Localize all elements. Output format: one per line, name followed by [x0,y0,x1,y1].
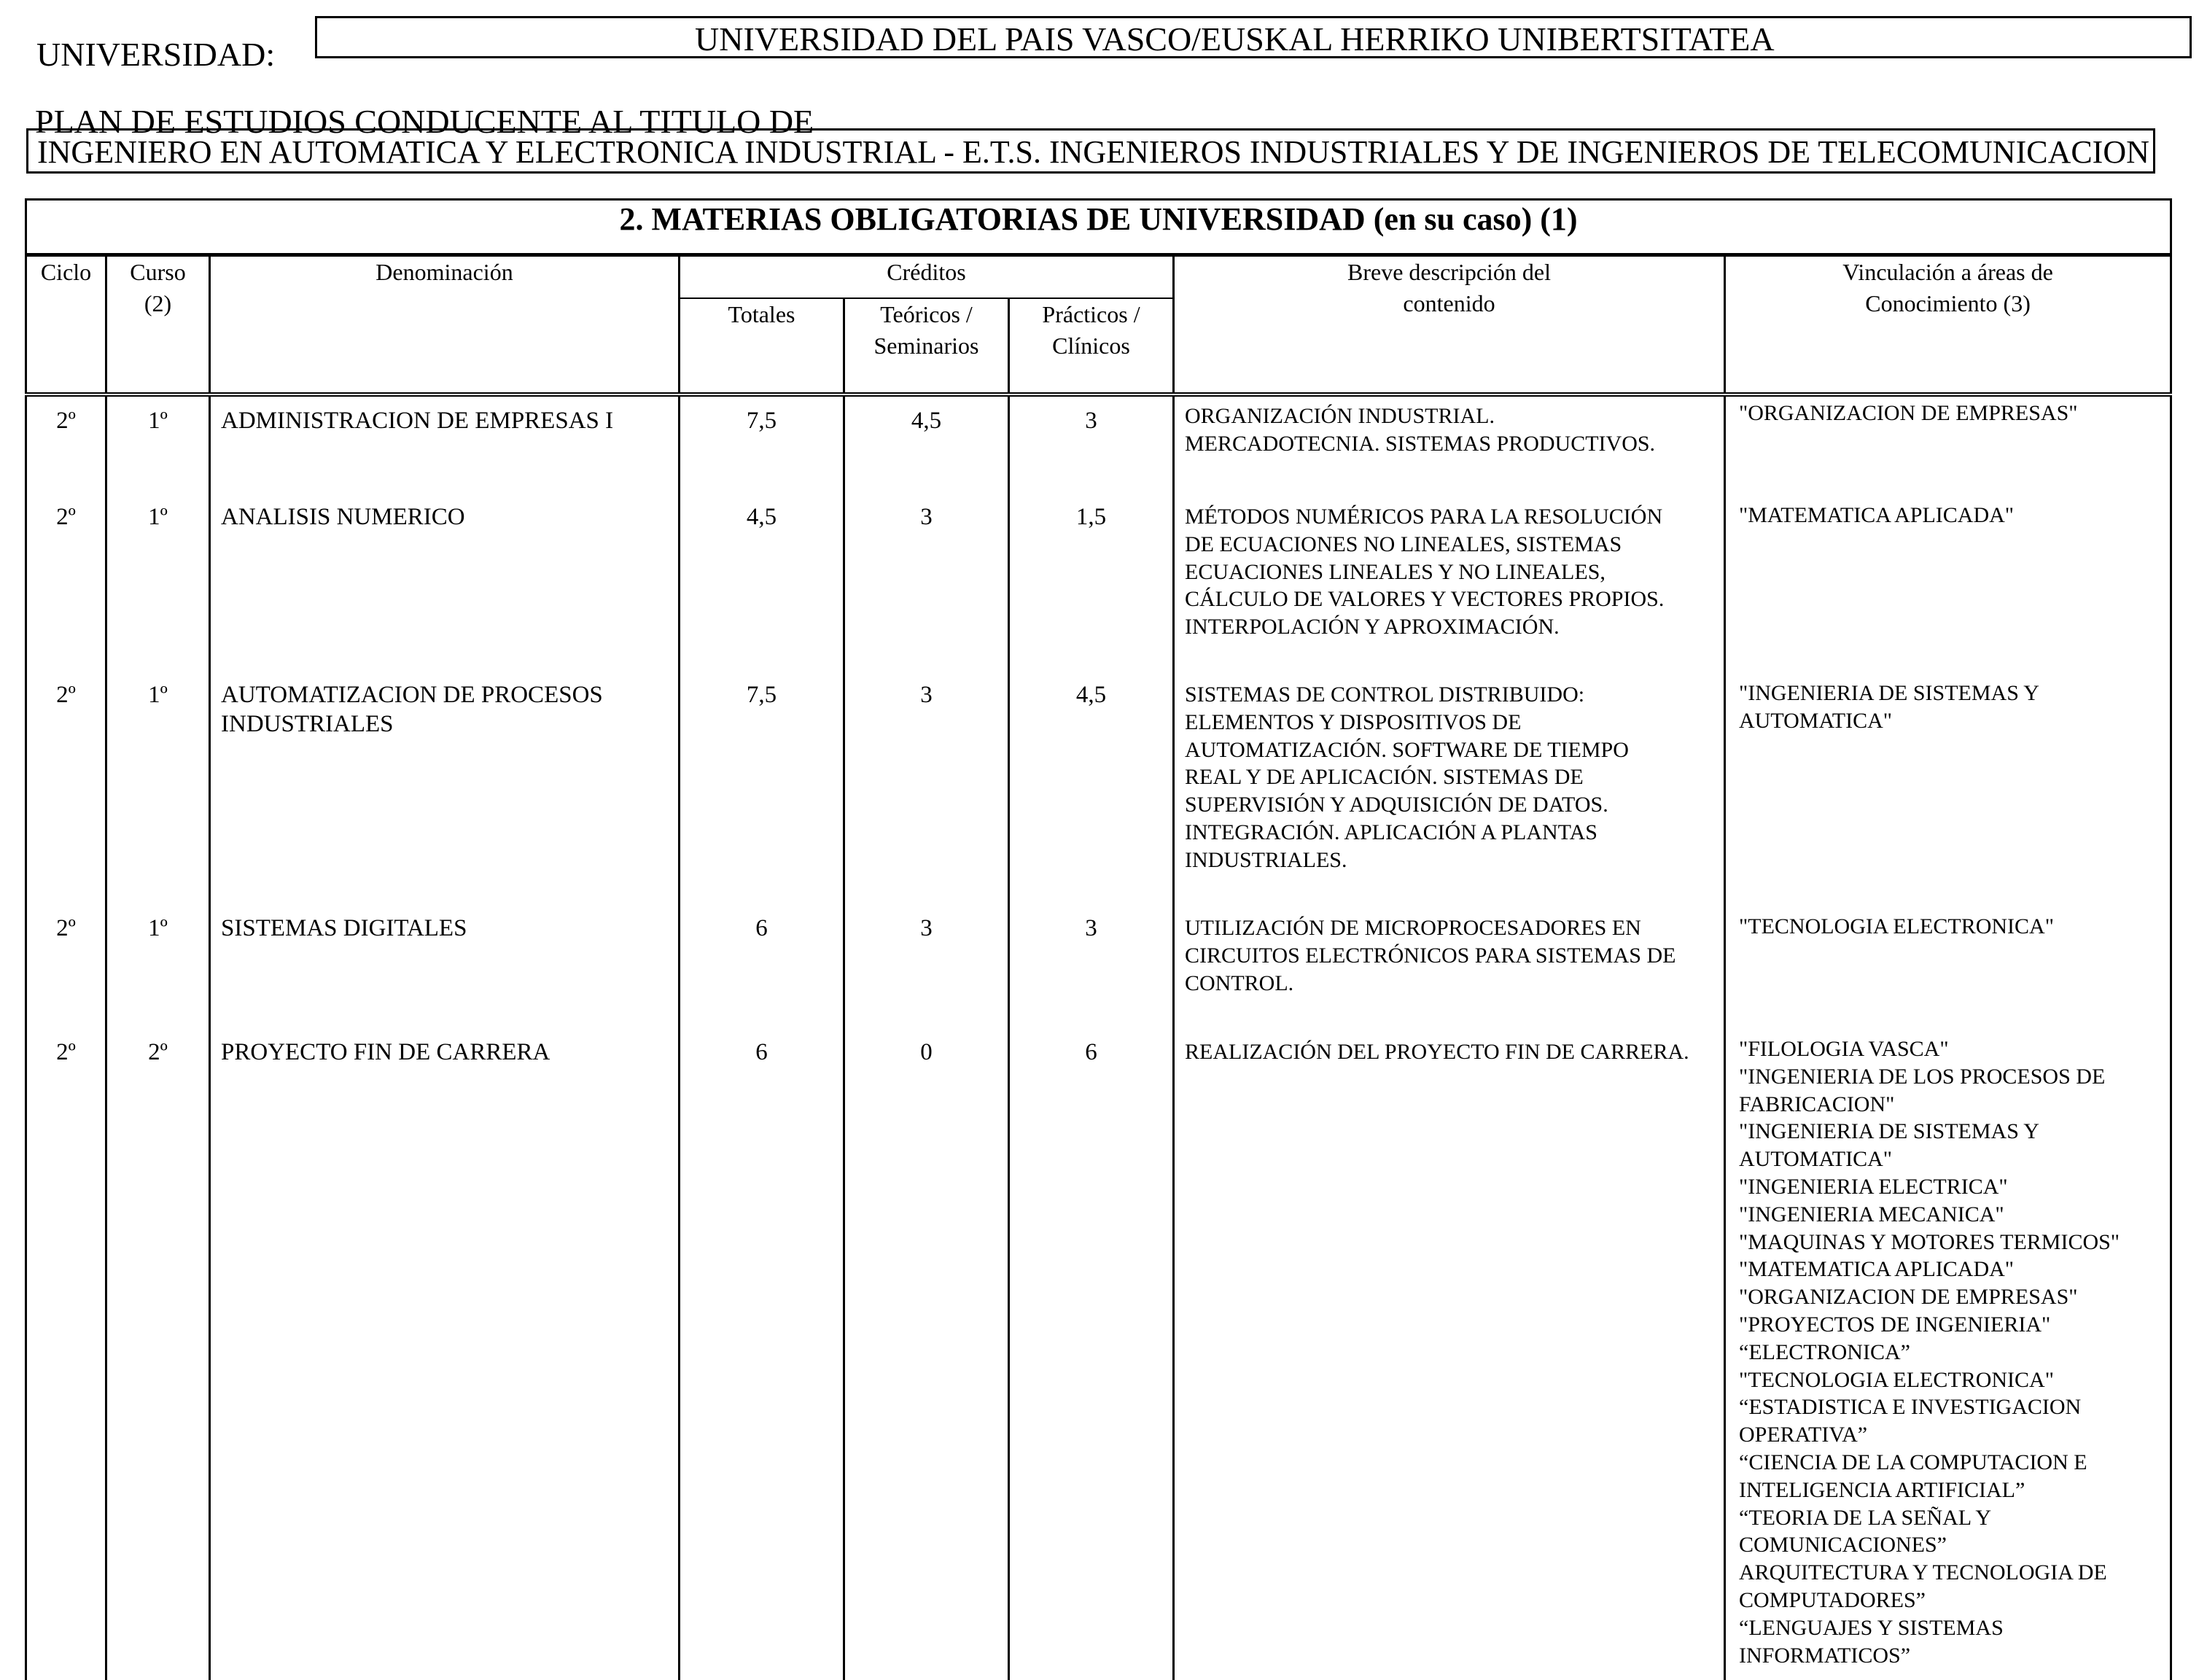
descripcion-line: ECUACIONES LINEALES Y NO LINEALES, [1185,559,1606,584]
cell-practicos: 3 [1009,394,1174,493]
denominacion-line: SISTEMAS DIGITALES [221,915,467,941]
cell-denominacion [210,493,680,671]
descripcion-line: SISTEMAS DE CONTROL DISTRIBUIDO: [1185,682,1585,707]
area-line: AUTOMATICA" [1739,1147,1893,1172]
cell-ciclo: 2º [26,671,106,904]
area-line: "INGENIERIA DE LOS PROCESOS DE [1739,1064,2106,1089]
cell-teoricos: 3 [844,904,1009,1028]
plan-label: PLAN DE ESTUDIOS CONDUCENTE AL TITULO DE [35,103,814,140]
area-line: COMPUTADORES” [1739,1587,1926,1612]
col-vinculacion-line2: Conocimiento (3) [1865,290,2031,317]
cell-curso: 1º [106,904,210,1028]
cell-totales: 7,5 [680,394,844,493]
cell-totales: 6 [680,904,844,1028]
area-line: "INGENIERIA DE SISTEMAS Y [1739,681,2039,705]
universidad-label: UNIVERSIDAD: [36,36,276,73]
cell-denominacion [210,394,680,493]
descripcion-line: INTEGRACIÓN. APLICACIÓN A PLANTAS [1185,820,1597,844]
area-line: INTELIGENCIA ARTIFICIAL” [1739,1477,2025,1502]
cell-practicos: 6 [1009,1028,1174,1680]
col-practicos-line1: Prácticos / [1042,301,1140,327]
area-line: "MAQUINAS Y MOTORES TERMICOS" [1739,1229,2120,1254]
col-ciclo: Ciclo [26,255,106,395]
cell-totales: 6 [680,1028,844,1680]
denominacion-line: ANALISIS NUMERICO [221,504,465,530]
area-line: "MATEMATICA APLICADA" [1739,1257,2015,1282]
col-totales: Totales [680,298,844,394]
cell-descripcion [1174,1028,1725,1680]
cell-ciclo: 2º [26,394,106,493]
cell-teoricos: 4,5 [844,394,1009,493]
col-denominacion: Denominación [210,255,680,395]
descripcion-line: REALIZACIÓN DEL PROYECTO FIN DE CARRERA. [1185,1040,1689,1064]
col-practicos [1009,298,1174,394]
descripcion-line: SUPERVISIÓN Y ADQUISICIÓN DE DATOS. [1185,793,1608,817]
area-line: “ELECTRONICA” [1739,1339,1910,1364]
area-line: FABRICACION" [1739,1092,1895,1116]
area-line: OPERATIVA” [1739,1423,1868,1447]
denominacion-line: INDUSTRIALES [221,710,394,737]
area-line: INFORMATICOS” [1739,1643,1911,1668]
table-row [26,394,2171,493]
universidad-box [315,16,2192,58]
area-line: "MATEMATICA APLICADA" [1739,503,2015,527]
area-line: "PROYECTOS DE INGENIERIA" [1739,1312,2051,1337]
cell-curso: 1º [106,394,210,493]
cell-practicos: 4,5 [1009,671,1174,904]
descripcion-line: REAL Y DE APLICACIÓN. SISTEMAS DE [1185,765,1584,790]
cell-teoricos: 3 [844,493,1009,671]
area-line: “ESTADISTICA E INVESTIGACION [1739,1395,2082,1420]
cell-practicos: 3 [1009,904,1174,1028]
cell-curso: 2º [106,1028,210,1680]
materias-table [25,198,2172,1680]
cell-practicos: 1,5 [1009,493,1174,671]
descripcion-line: ORGANIZACIÓN INDUSTRIAL. [1185,404,1495,428]
descripcion-line: CÁLCULO DE VALORES Y VECTORES PROPIOS. [1185,587,1665,612]
denominacion-line: AUTOMATIZACION DE PROCESOS [221,682,603,708]
col-teoricos [844,298,1009,394]
titulo-box [26,128,2155,174]
table-row [26,1028,2171,1680]
area-line: “LENGUAJES Y SISTEMAS [1739,1615,2004,1640]
cell-curso: 1º [106,493,210,671]
area-line: "ORGANIZACION DE EMPRESAS" [1739,401,2078,425]
cell-descripcion [1174,671,1725,904]
universidad-value: UNIVERSIDAD DEL PAIS VASCO/EUSKAL HERRIKO UNIBERTSITATEA [695,20,1775,58]
descripcion-line: CONTROL. [1185,971,1294,995]
area-line: "FILOLOGIA VASCA" [1739,1037,1949,1061]
table-row [26,904,2171,1028]
area-line: "TECNOLOGIA ELECTRONICA" [1739,914,2054,938]
area-line: “TEORIA DE LA SEÑAL Y [1739,1505,1992,1530]
area-line: "INGENIERIA DE SISTEMAS Y [1739,1119,2039,1144]
descripcion-line: MERCADOTECNIA. SISTEMAS PRODUCTIVOS. [1185,431,1656,456]
table-row [26,671,2171,904]
area-line: ARQUITECTURA Y TECNOLOGIA DE [1739,1560,2107,1585]
denominacion-line: ADMINISTRACION DE EMPRESAS I [221,408,614,434]
descripcion-line: MÉTODOS NUMÉRICOS PARA LA RESOLUCIÓN [1185,505,1663,529]
col-curso-line1: Curso [130,259,186,285]
descripcion-line: ELEMENTOS Y DISPOSITIVOS DE [1185,709,1522,734]
col-descripcion-line2: contenido [1403,290,1495,317]
table-row [26,493,2171,671]
col-creditos: Créditos [680,255,1174,299]
cell-areas [1725,904,2171,1028]
area-line: "TECNOLOGIA ELECTRONICA" [1739,1367,2054,1392]
cell-teoricos: 0 [844,1028,1009,1680]
cell-areas [1725,671,2171,904]
cell-denominacion [210,904,680,1028]
descripcion-line: INTERPOLACIÓN Y APROXIMACIÓN. [1185,615,1560,639]
cell-ciclo: 2º [26,1028,106,1680]
cell-ciclo: 2º [26,904,106,1028]
area-line: "INGENIERIA ELECTRICA" [1739,1174,2008,1199]
descripcion-line: CIRCUITOS ELECTRÓNICOS PARA SISTEMAS DE [1185,943,1676,968]
denominacion-line: PROYECTO FIN DE CARRERA [221,1039,550,1065]
col-teoricos-line1: Teóricos / [880,301,973,327]
cell-teoricos: 3 [844,671,1009,904]
cell-descripcion [1174,904,1725,1028]
area-line: “CIENCIA DE LA COMPUTACION E [1739,1450,2087,1474]
cell-denominacion [210,671,680,904]
table-title: 2. MATERIAS OBLIGATORIAS DE UNIVERSIDAD (en su caso) (1) [26,200,2171,255]
cell-descripcion [1174,394,1725,493]
cell-areas [1725,394,2171,493]
col-descripcion [1174,255,1725,395]
col-curso [106,255,210,395]
titulo-value: INGENIERO EN AUTOMATICA Y ELECTRONICA INDUSTRIAL - E.T.S. INGENIEROS INDUSTRIALES Y DE INGENIEROS DE TELECOMUNICACION [37,134,2149,170]
cell-totales: 7,5 [680,671,844,904]
col-vinculacion-line1: Vinculación a áreas de [1842,259,2053,285]
area-line: AUTOMATICA" [1739,708,1893,733]
descripcion-line: UTILIZACIÓN DE MICROPROCESADORES EN [1185,916,1641,940]
area-line: COMUNICACIONES” [1739,1533,1947,1558]
cell-areas [1725,493,2171,671]
area-line: "ORGANIZACION DE EMPRESAS" [1739,1285,2078,1310]
col-vinculacion [1725,255,2171,395]
col-teoricos-line2: Seminarios [873,332,979,359]
col-descripcion-line1: Breve descripción del [1347,259,1551,285]
col-curso-line2: (2) [144,290,172,317]
descripcion-line: AUTOMATIZACIÓN. SOFTWARE DE TIEMPO [1185,737,1629,762]
col-practicos-line2: Clínicos [1052,332,1130,359]
cell-descripcion [1174,493,1725,671]
cell-curso: 1º [106,671,210,904]
descripcion-line: DE ECUACIONES NO LINEALES, SISTEMAS [1185,532,1622,556]
cell-totales: 4,5 [680,493,844,671]
cell-areas [1725,1028,2171,1680]
area-line: "INGENIERIA MECANICA" [1739,1202,2004,1226]
cell-denominacion [210,1028,680,1680]
cell-ciclo: 2º [26,493,106,671]
descripcion-line: INDUSTRIALES. [1185,847,1347,872]
